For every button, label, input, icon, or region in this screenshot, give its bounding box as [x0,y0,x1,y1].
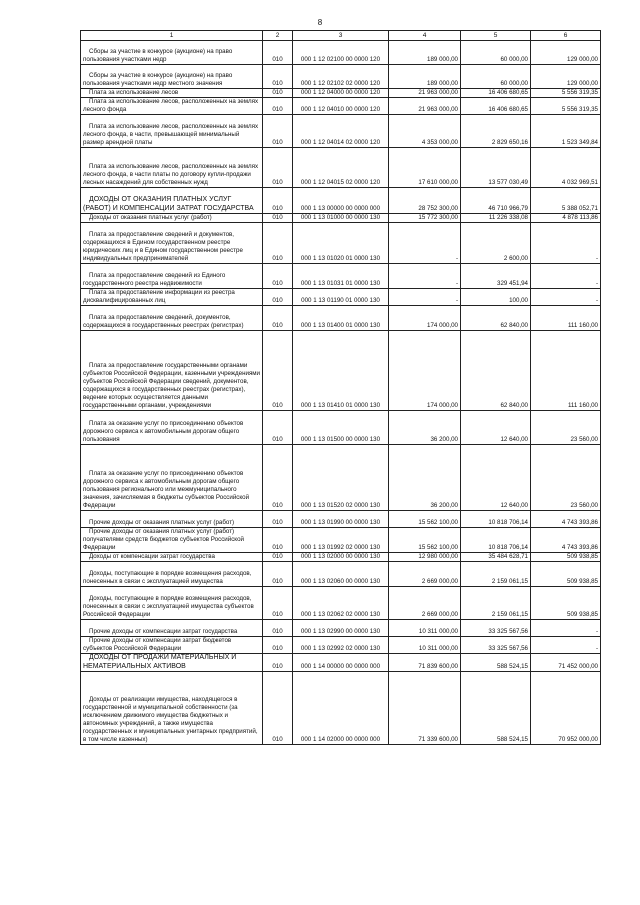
row-name-text: Плата за использование лесов, расположенных на землях лесного фонда [83,98,259,113]
table-row [81,562,601,587]
row-name-text: Плата за использование лесов, расположенных на землях лесного фонда, в части платы по договору купли-продажи лесных насаждений для собственных нужд [83,163,259,186]
row-code-cell: 010 [263,115,293,148]
row-plan-cell: - [389,223,461,264]
row-plan-cell: 2 669 000,00 [389,562,461,587]
row-unexecuted-cell: 23 560,00 [531,445,601,511]
row-name-cell [81,188,263,214]
row-name-cell [81,223,263,264]
row-unexecuted-cell: - [531,264,601,289]
row-name-cell [81,331,263,411]
row-name-text: Доходы от оказания платных услуг (работ) [89,214,212,221]
row-unexecuted-cell: - [531,223,601,264]
row-executed-cell: 11 226 338,08 [461,214,531,223]
row-unexecuted-cell: 4 878 113,86 [531,214,601,223]
row-code-cell: 010 [263,65,293,89]
row-name-cell [81,528,263,553]
row-executed-cell: 13 577 030,49 [461,148,531,188]
row-name-cell [81,654,263,672]
row-code-cell: 010 [263,188,293,214]
row-plan-cell: 189 000,00 [389,65,461,89]
table-row [81,115,601,148]
row-executed-cell: 329 451,94 [461,264,531,289]
row-executed-cell: 60 000,00 [461,65,531,89]
row-code-cell: 010 [263,445,293,511]
row-kbk-cell: 000 1 13 02062 02 0000 130 [293,587,389,620]
table-row [81,188,601,214]
row-plan-cell: 36 200,00 [389,411,461,445]
row-executed-cell: 2 159 061,15 [461,562,531,587]
row-name-cell [81,98,263,115]
row-kbk-cell: 000 1 12 04000 00 0000 120 [293,89,389,98]
row-executed-cell: 12 640,00 [461,411,531,445]
row-unexecuted-cell: 509 938,85 [531,562,601,587]
row-name-text: Доходы от компенсации затрат государства [89,553,215,560]
row-executed-cell: 2 159 061,15 [461,587,531,620]
row-unexecuted-cell: 129 000,00 [531,41,601,65]
table-row [81,637,601,654]
column-header-1: 1 [81,31,263,41]
row-executed-cell: 2 829 650,16 [461,115,531,148]
row-unexecuted-cell: 4 743 393,86 [531,528,601,553]
row-executed-cell: 16 406 680,65 [461,89,531,98]
row-executed-cell: 16 406 680,65 [461,98,531,115]
row-unexecuted-cell: 509 938,85 [531,553,601,562]
table-row [81,511,601,528]
row-name-cell [81,620,263,637]
row-code-cell: 010 [263,511,293,528]
row-executed-cell: 10 818 706,14 [461,511,531,528]
row-unexecuted-cell: 23 560,00 [531,411,601,445]
row-unexecuted-cell: 129 000,00 [531,65,601,89]
row-name-cell [81,672,263,745]
row-name-text: Сборы за участие в конкурсе (аукционе) на право пользования участками недр местного значения [83,72,233,87]
column-header-6: 6 [531,31,601,41]
column-header-3: 3 [293,31,389,41]
row-executed-cell: 33 325 567,56 [461,637,531,654]
table-row [81,289,601,306]
row-plan-cell: - [389,289,461,306]
table-row [81,223,601,264]
row-code-cell: 010 [263,264,293,289]
row-unexecuted-cell: 509 938,85 [531,587,601,620]
revenue-table [80,30,601,745]
row-plan-cell: 71 839 600,00 [389,654,461,672]
column-number-row [81,31,601,41]
row-unexecuted-cell: 5 556 319,35 [531,89,601,98]
row-name-cell [81,306,263,331]
row-code-cell: 010 [263,411,293,445]
row-plan-cell: 2 669 000,00 [389,587,461,620]
row-name-text: Плата за предоставление сведений, документов, содержащихся в государственных реестрах (регистрах) [83,314,244,329]
row-name-text: Плата за оказание услуг по присоединению объектов дорожного сервиса к автомобильным дорогам общего пользования [83,420,244,443]
row-kbk-cell: 000 1 12 04014 02 0000 120 [293,115,389,148]
row-plan-cell: 10 311 000,00 [389,620,461,637]
row-name-text: Прочие доходы от оказания платных услуг (работ) получателями средств бюджетов субъектов Российской Федерации [83,528,244,551]
row-executed-cell: 60 000,00 [461,41,531,65]
row-plan-cell: 21 963 000,00 [389,89,461,98]
row-code-cell: 010 [263,148,293,188]
table-body [81,31,601,745]
row-plan-cell: 174 000,00 [389,331,461,411]
row-kbk-cell: 000 1 13 02000 00 0000 130 [293,553,389,562]
row-kbk-cell: 000 1 12 04010 00 0000 120 [293,98,389,115]
table-row [81,264,601,289]
row-kbk-cell: 000 1 13 01400 01 0000 130 [293,306,389,331]
row-plan-cell: 36 200,00 [389,445,461,511]
row-code-cell: 010 [263,306,293,331]
row-unexecuted-cell: - [531,637,601,654]
row-kbk-cell: 000 1 13 02060 00 0000 130 [293,562,389,587]
row-plan-cell: 15 562 100,00 [389,511,461,528]
row-name-text: Плата за оказание услуг по присоединению объектов дорожного сервиса к автомобильным дорогам общего пользования регионального или межмуниципального значения, зачисляемая в бюджеты субъектов Российской Федерации [83,470,250,509]
row-name-cell [81,115,263,148]
row-kbk-cell: 000 1 13 02990 00 0000 130 [293,620,389,637]
row-name-cell [81,65,263,89]
row-code-cell: 010 [263,654,293,672]
row-code-cell: 010 [263,223,293,264]
row-plan-cell: 17 610 000,00 [389,148,461,188]
column-header-4: 4 [389,31,461,41]
row-name-cell [81,289,263,306]
table-row [81,41,601,65]
row-name-cell [81,41,263,65]
row-unexecuted-cell: - [531,620,601,637]
row-unexecuted-cell: 4 032 969,51 [531,148,601,188]
row-name-text: Плата за предоставление государственными органами субъектов Российской Федерации, казенными учреждениями субъектов Российской Федерации сведений, документов, содержащихся в государственных реестрах (регистрах), ведение которых осуществляется данными государственными органами, учреждениями [83,362,261,409]
row-executed-cell: 2 600,00 [461,223,531,264]
row-unexecuted-cell: 4 743 393,86 [531,511,601,528]
row-name-text: Плата за использование лесов, расположенных на землях лесного фонда, в части, превышающей минимальный размер арендной платы [83,123,259,146]
row-name-cell [81,587,263,620]
row-plan-cell: 174 000,00 [389,306,461,331]
row-code-cell: 010 [263,89,293,98]
row-plan-cell: 12 980 000,00 [389,553,461,562]
row-kbk-cell: 000 1 13 01020 01 0000 130 [293,223,389,264]
row-code-cell: 010 [263,331,293,411]
row-plan-cell: - [389,264,461,289]
row-name-text: Прочие доходы от оказания платных услуг (работ) [89,519,235,526]
row-code-cell: 010 [263,289,293,306]
row-name-cell [81,445,263,511]
row-name-cell [81,264,263,289]
row-kbk-cell: 000 1 13 01410 01 0000 130 [293,331,389,411]
table-row [81,528,601,553]
row-code-cell: 010 [263,562,293,587]
row-plan-cell: 10 311 000,00 [389,637,461,654]
row-name-text: Плата за предоставление сведений и документов, содержащихся в Едином государственном реестре юридических лиц и в Едином государственном реестре индивидуальных предпринимателей [83,231,243,262]
row-name-cell [81,411,263,445]
row-kbk-cell: 000 1 12 02102 02 0000 120 [293,65,389,89]
row-unexecuted-cell: 5 556 319,35 [531,98,601,115]
row-name-text: Плата за предоставление информации из реестра дисквалифицированных лиц [83,289,235,304]
row-name-cell [81,148,263,188]
page-number: 8 [317,18,323,27]
row-plan-cell: 15 562 100,00 [389,528,461,553]
row-plan-cell: 189 000,00 [389,41,461,65]
table-row [81,148,601,188]
row-executed-cell: 35 484 628,71 [461,553,531,562]
row-name-text: Прочие доходы от компенсации затрат государства [89,628,238,635]
row-unexecuted-cell: 111 160,00 [531,331,601,411]
row-name-text: ДОХОДЫ ОТ ПРОДАЖИ МАТЕРИАЛЬНЫХ И НЕМАТЕРИАЛЬНЫХ АКТИВОВ [83,654,237,670]
row-kbk-cell: 000 1 13 01990 00 0000 130 [293,511,389,528]
row-code-cell: 010 [263,620,293,637]
row-code-cell: 010 [263,587,293,620]
row-unexecuted-cell: 71 452 000,00 [531,654,601,672]
row-name-text: Доходы, поступающие в порядке возмещения расходов, понесенных в связи с эксплуатацией имущества [83,570,252,585]
row-name-text: Плата за использование лесов [89,89,179,96]
revenue-table-container [80,30,600,745]
row-kbk-cell: 000 1 12 04015 02 0000 120 [293,148,389,188]
row-code-cell: 010 [263,637,293,654]
row-plan-cell: 71 339 600,00 [389,672,461,745]
table-row [81,672,601,745]
row-code-cell: 010 [263,214,293,223]
row-name-text: Плата за предоставление сведений из Единого государственного реестра недвижимости [83,272,226,287]
row-executed-cell: 62 840,00 [461,306,531,331]
row-code-cell: 010 [263,553,293,562]
row-kbk-cell: 000 1 13 01520 02 0000 130 [293,445,389,511]
row-name-cell [81,562,263,587]
row-code-cell: 010 [263,41,293,65]
table-row [81,411,601,445]
row-executed-cell: 33 325 567,56 [461,620,531,637]
row-kbk-cell: 000 1 14 02000 00 0000 000 [293,672,389,745]
table-row [81,306,601,331]
row-name-text: ДОХОДЫ ОТ ОКАЗАНИЯ ПЛАТНЫХ УСЛУГ (РАБОТ) И КОМПЕНСАЦИИ ЗАТРАТ ГОСУДАРСТВА [83,196,254,212]
row-unexecuted-cell: 70 952 000,00 [531,672,601,745]
row-name-cell [81,511,263,528]
row-code-cell: 010 [263,98,293,115]
column-header-2: 2 [263,31,293,41]
table-row [81,214,601,223]
table-row [81,331,601,411]
row-unexecuted-cell: 111 160,00 [531,306,601,331]
row-executed-cell: 62 840,00 [461,331,531,411]
row-name-text: Доходы от реализации имущества, находящегося в государственной и муниципальной собственности (за исключением движимого имущества бюджетных и автономных учреждений, а также имущества государственных и муниципальных унитарных предприятий, в том числе казенных) [83,696,258,743]
table-row [81,553,601,562]
row-executed-cell: 588 524,15 [461,654,531,672]
row-executed-cell: 100,00 [461,289,531,306]
table-row [81,89,601,98]
row-kbk-cell: 000 1 13 00000 00 0000 000 [293,188,389,214]
table-row [81,98,601,115]
row-kbk-cell: 000 1 13 01031 01 0000 130 [293,264,389,289]
row-unexecuted-cell: 5 388 052,71 [531,188,601,214]
row-kbk-cell: 000 1 13 01992 02 0000 130 [293,528,389,553]
table-row [81,620,601,637]
row-name-cell [81,637,263,654]
row-name-text: Сборы за участие в конкурсе (аукционе) на право пользования участками недр [83,48,233,63]
table-row [81,654,601,672]
row-kbk-cell: 000 1 13 01000 00 0000 130 [293,214,389,223]
row-plan-cell: 15 772 300,00 [389,214,461,223]
table-row [81,65,601,89]
row-executed-cell: 12 640,00 [461,445,531,511]
row-unexecuted-cell: 1 523 349,84 [531,115,601,148]
row-executed-cell: 10 818 706,14 [461,528,531,553]
row-plan-cell: 21 963 000,00 [389,98,461,115]
row-kbk-cell: 000 1 14 00000 00 0000 000 [293,654,389,672]
row-kbk-cell: 000 1 13 02992 02 0000 130 [293,637,389,654]
row-name-cell [81,214,263,223]
row-executed-cell: 588 524,15 [461,672,531,745]
row-code-cell: 010 [263,528,293,553]
row-plan-cell: 28 752 300,00 [389,188,461,214]
row-executed-cell: 46 710 966,79 [461,188,531,214]
row-name-text: Прочие доходы от компенсации затрат бюджетов субъектов Российской Федерации [83,637,232,652]
table-row [81,587,601,620]
row-kbk-cell: 000 1 13 01190 01 0000 130 [293,289,389,306]
row-name-text: Доходы, поступающие в порядке возмещения расходов, понесенных в связи с эксплуатацией имущества субъектов Российской Федерации [83,595,254,618]
column-header-5: 5 [461,31,531,41]
row-kbk-cell: 000 1 13 01500 00 0000 130 [293,411,389,445]
row-unexecuted-cell: - [531,289,601,306]
row-kbk-cell: 000 1 12 02100 00 0000 120 [293,41,389,65]
row-code-cell: 010 [263,672,293,745]
table-row [81,445,601,511]
row-name-cell [81,89,263,98]
row-name-cell [81,553,263,562]
row-plan-cell: 4 353 000,00 [389,115,461,148]
